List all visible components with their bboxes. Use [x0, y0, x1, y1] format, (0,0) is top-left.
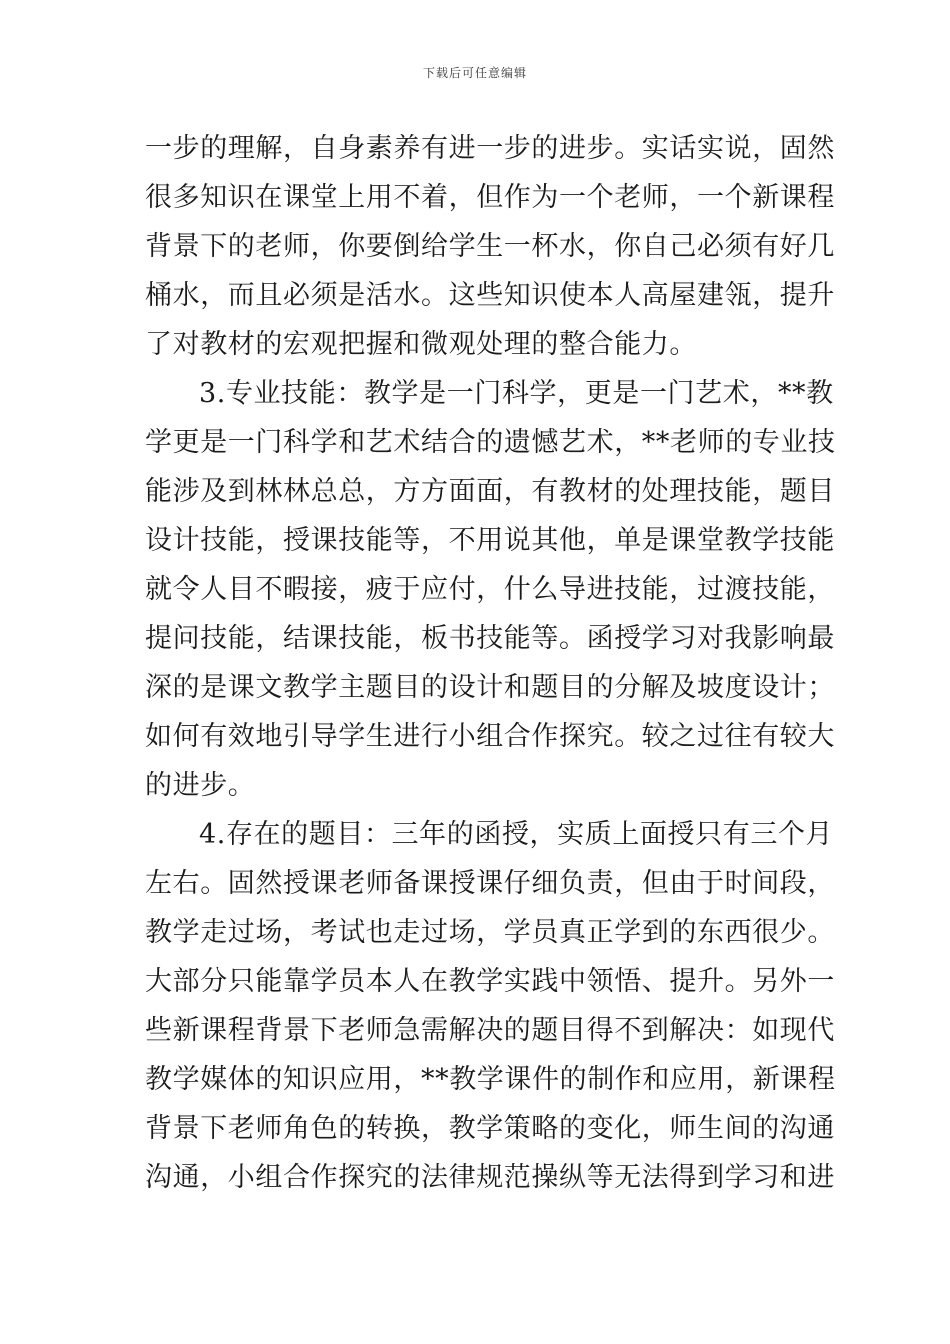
text-line: 背景下老师角色的转换，教学策略的变化，师生间的沟通	[145, 1113, 835, 1144]
text-line: 桶水，而且必须是活水。这些知识使本人高屋建瓴，提升	[145, 280, 835, 311]
paragraph-3	[145, 810, 836, 1202]
text-line: 大部分只能靠学员本人在教学实践中领悟、提升。另外一	[145, 966, 835, 997]
text-line: 就令人目不暇接，疲于应付，什么导进技能，过渡技能，	[145, 574, 835, 605]
text-line: 的进步。	[145, 770, 256, 801]
text-line: 很多知识在课堂上用不着，但作为一个老师，一个新课程	[145, 182, 835, 213]
text-line: 一步的理解，自身素养有进一步的进步。实话实说，固然	[145, 133, 835, 164]
text-line: 左右。固然授课老师备课授课仔细负责，但由于时间段，	[145, 868, 835, 899]
text-line: 能涉及到林林总总，方方面面，有教材的处理技能，题目	[145, 476, 835, 507]
page-header: 下载后可任意编辑	[422, 66, 527, 80]
text-line: 背景下的老师，你要倒给学生一杯水，你自己必须有好几	[145, 231, 835, 262]
paragraph-1	[145, 124, 835, 369]
text-line: 设计技能，授课技能等，不用说其他，单是课堂教学技能	[145, 525, 835, 556]
paragraph-2	[145, 369, 836, 810]
body-text	[145, 124, 836, 1202]
text-line: 提问技能，结课技能，板书技能等。函授学习对我影响最	[145, 623, 835, 654]
text-line: 4.存在的题目：三年的函授，实质上面授只有三个月	[199, 819, 834, 850]
text-line: 深的是课文教学主题目的设计和题目的分解及坡度设计；	[145, 672, 835, 703]
text-line: 沟通，小组合作探究的法律规范操纵等无法得到学习和进	[145, 1162, 835, 1193]
text-line: 如何有效地引导学生进行小组合作探究。较之过往有较大	[145, 721, 835, 752]
text-line: 3.专业技能：教学是一门科学，更是一门艺术，**教	[199, 378, 834, 409]
text-line: 教学走过场，考试也走过场，学员真正学到的东西很少。	[145, 917, 835, 948]
text-line: 教学媒体的知识应用，**教学课件的制作和应用，新课程	[145, 1064, 836, 1095]
text-line: 些新课程背景下老师急需解决的题目得不到解决：如现代	[145, 1015, 835, 1046]
text-line: 了对教材的宏观把握和微观处理的整合能力。	[145, 329, 697, 360]
text-line: 学更是一门科学和艺术结合的遗憾艺术，**老师的专业技	[145, 427, 836, 458]
